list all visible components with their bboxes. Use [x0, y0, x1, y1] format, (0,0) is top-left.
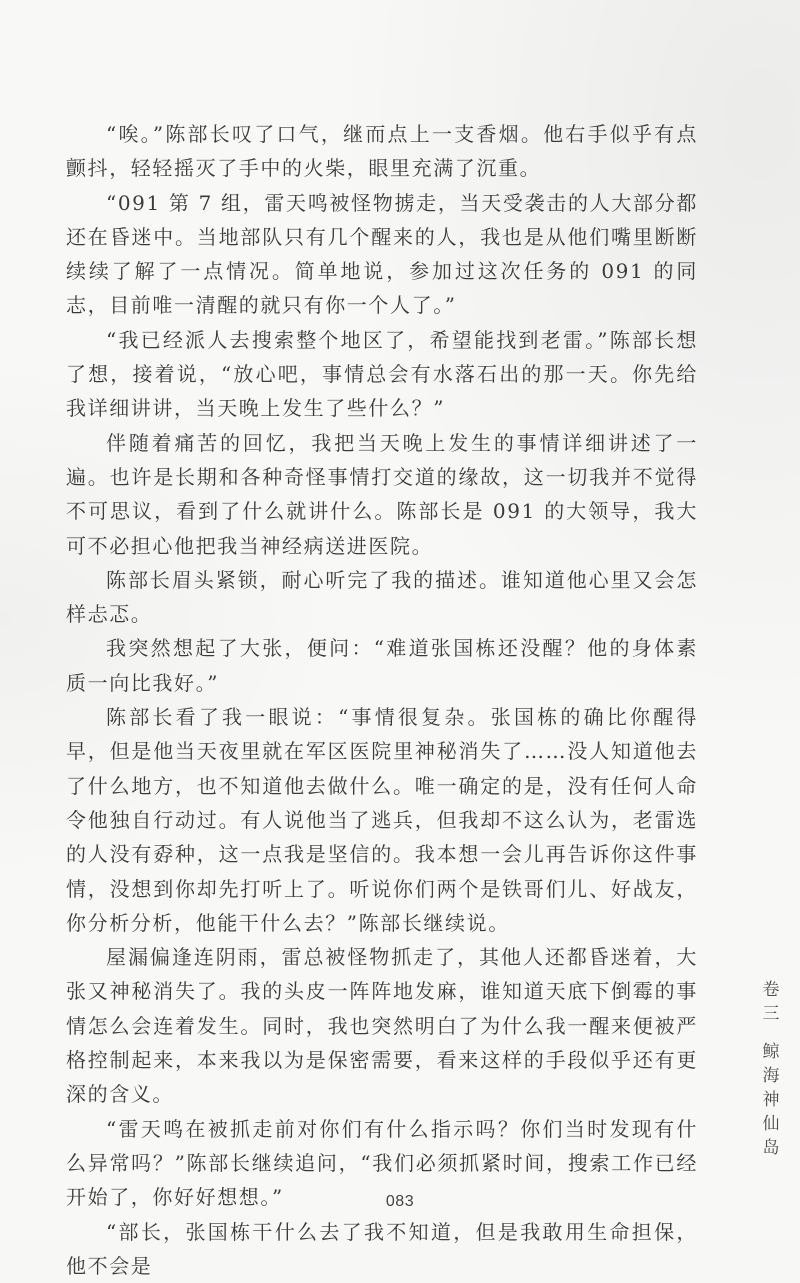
paragraph-1: “唉。”陈部长叹了口气，继而点上一支香烟。他右手似乎有点颤抖，轻轻摇灭了手中的火柴，眼里充满了沉重。 — [66, 117, 698, 186]
paragraph-8: 屋漏偏逢连阴雨，雷总被怪物抓走了，其他人还都昏迷着，大张又神秘消失了。我的头皮一阵阵地发麻，谁知道天底下倒霉的事情怎么会连着发生。同时，我也突然明白了为什么我一醒来便被严格控制起来，本来我以为是保密需要，看来这样的手段似乎还有更深的含义。 — [66, 940, 698, 1111]
running-head-title: 鲸海神仙岛 — [760, 1040, 782, 1160]
paragraph-6: 我突然想起了大张，便问：“难道张国栋还没醒？他的身体素质一向比我好。” — [66, 631, 698, 700]
paragraph-7: 陈部长看了我一眼说：“事情很复杂。张国栋的确比你醒得早，但是他当天夜里就在军区医院里神秘消失了……没人知道他去了什么地方，也不知道他去做什么。唯一确定的是，没有任何人命令他独自行动过。有人说他当了逃兵，但我却不这么认为，老雷选的人没有孬种，这一点我是坚信的。我本想一会儿再告诉你这件事情，没想到你却先打听上了。听说你们两个是铁哥们儿、好战友，你分析分析，他能干什么去？”陈部长继续说。 — [66, 700, 698, 940]
running-head-gap — [760, 1026, 782, 1040]
running-head — [760, 978, 782, 1160]
body-text — [66, 117, 698, 1283]
page-number: 083 — [0, 1193, 800, 1211]
paragraph-5: 陈部长眉头紧锁，耐心听完了我的描述。谁知道他心里又会怎样忐忑。 — [66, 563, 698, 632]
paragraph-4: 伴随着痛苦的回忆，我把当天晚上发生的事情详细讲述了一遍。也许是长期和各种奇怪事情打交道的缘故，这一切我并不觉得不可思议，看到了什么就讲什么。陈部长是 091 的大领导，我大可不必担心他把我当神经病送进医院。 — [66, 426, 698, 563]
paragraph-10: “部长，张国栋干什么去了我不知道，但是我敢用生命担保，他不会是 — [66, 1215, 698, 1283]
running-head-volume: 卷三 — [760, 978, 782, 1026]
paragraph-2: “091 第 7 组，雷天鸣被怪物掳走，当天受袭击的人大部分都还在昏迷中。当地部队只有几个醒来的人，我也是从他们嘴里断断续续了解了一点情况。简单地说，参加过这次任务的 091 的同志，目前唯一清醒的就只有你一个人了。” — [66, 186, 698, 323]
paragraph-3: “我已经派人去搜索整个地区了，希望能找到老雷。”陈部长想了想，接着说，“放心吧，事情总会有水落石出的那一天。你先给我详细讲讲，当天晚上发生了些什么？” — [66, 323, 698, 426]
paragraph-9: “雷天鸣在被抓走前对你们有什么指示吗？你们当时发现有什么异常吗？”陈部长继续追问，“我们必须抓紧时间，搜索工作已经开始了，你好好想想。” — [66, 1112, 698, 1215]
